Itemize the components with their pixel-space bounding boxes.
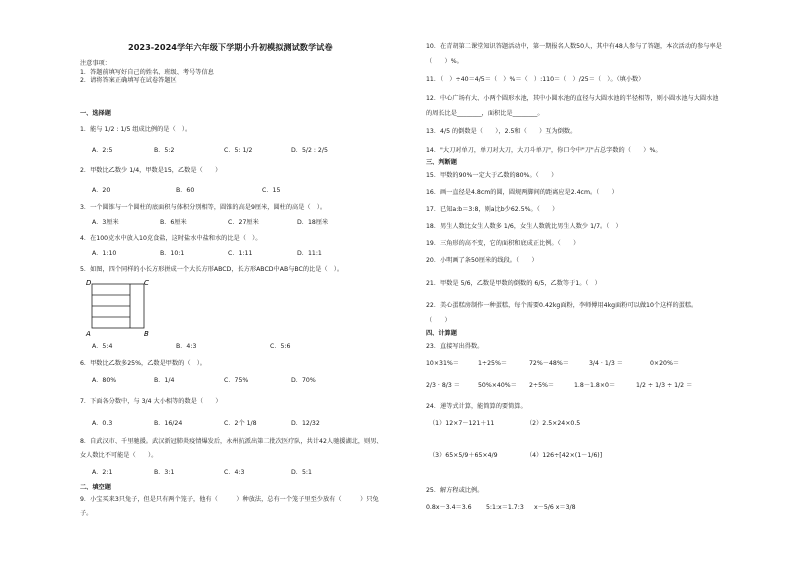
- option: C．27厘米: [228, 219, 259, 226]
- question-16: 16．画一直径是4.8cm的圆，圆规两脚间的距离应是2.4cm。（ ）: [426, 189, 618, 196]
- question-11: 11．（ ）÷40＝4/5＝（ ）%＝（ ）:110＝（ ）/25＝（ ）。（填小数）: [426, 76, 645, 83]
- calc-item: 1÷25%＝: [478, 360, 508, 367]
- option: C．75%: [224, 377, 249, 384]
- question-6: 6．甲数比乙数多25%，乙数是甲数的（ ）。: [80, 360, 206, 367]
- option: A．3厘米: [92, 219, 119, 226]
- question-9-line1: 9．小宝买来3只兔子，但是只有两个笼子，他有（ ）种放法，总有一个笼子里至少放有（ ）只兔: [80, 496, 379, 503]
- label-b: B: [144, 330, 149, 338]
- option: C．15: [262, 187, 281, 194]
- question-23: 23．直接写出得数。: [426, 343, 484, 350]
- calc-item: （1）12×7－121＋11: [429, 420, 495, 427]
- label-d: D: [86, 279, 92, 287]
- calc-item: 10×31%＝: [426, 360, 459, 367]
- calc-item: （4）126÷[42×(1－1/6)]: [526, 452, 603, 459]
- option: D．18厘米: [297, 219, 329, 226]
- option: D．70%: [291, 377, 316, 384]
- question-3: 3．一个圆锥与一个圆柱的底面积与体积分别相等，圆锥的高是9厘米，圆柱的高是（ ）。: [80, 204, 327, 211]
- option: B．16/24: [154, 420, 183, 427]
- option: B．5:2: [154, 147, 175, 154]
- question-25: 25．解方程或比例。: [426, 487, 484, 494]
- option: B．4:3: [176, 343, 197, 350]
- question-4: 4．在100克水中放入10克食盐，这时盐水中盐和水的比是（ ）。: [80, 235, 262, 242]
- question-13: 13．4/5 的倒数是（ ），2.5和（ ）互为倒数。: [426, 128, 577, 135]
- option: C．5: 1/2: [224, 147, 253, 154]
- option: D．12/32: [291, 420, 320, 427]
- option: A．2:1: [92, 469, 113, 476]
- question-7: 7．下面各分数中，与 3/4 大小相等的数是（ ）: [80, 398, 222, 405]
- calc-item: 3/4 · 1/3 ＝: [589, 360, 623, 367]
- option: C．4:3: [224, 469, 245, 476]
- label-a: A: [86, 330, 91, 338]
- section-choice-heading: 一、选择题: [80, 110, 111, 117]
- question-12-line2: 的周长比是________，面积比是________。: [426, 110, 544, 117]
- notes-heading: 注意事项：: [80, 60, 111, 67]
- rectangle-figure: [82, 277, 162, 341]
- calc-item: 72%－48%＝: [529, 360, 569, 367]
- equation: 5:1:x＝1.7:3: [486, 504, 524, 511]
- option: D．5/2 : 2/5: [291, 147, 328, 154]
- section-calc-heading: 四、计算题: [426, 330, 457, 337]
- question-1: 1．能与 1/2 : 1/5 组成比例的是（ ）。: [80, 126, 192, 133]
- option: A．20: [92, 187, 111, 194]
- option: B．60: [176, 187, 195, 194]
- question-22-line2: （ ）: [426, 317, 451, 324]
- section-fill-heading: 二、填空题: [80, 484, 111, 491]
- option: A．80%: [92, 377, 117, 384]
- option: C．5:6: [270, 343, 291, 350]
- calc-item: 50%×40%＝: [478, 382, 517, 389]
- option: D．5:1: [291, 469, 312, 476]
- option: A．2:5: [92, 147, 113, 154]
- question-22-line1: 22．美心蛋糕房制作一种蛋糕，每个需要0.42kg面粉，李师傅用4kg面粉可以做10个这样的蛋糕。: [426, 302, 698, 309]
- calc-item: （3）65×5/9＋65×4/9: [429, 452, 498, 459]
- question-15: 15．甲数的90%一定大于乙数的80%。（ ）: [426, 172, 558, 179]
- question-10-line2: （ ）%。: [426, 58, 463, 65]
- option: B．1/4: [154, 377, 175, 384]
- option: D．11:1: [297, 250, 322, 257]
- question-19: 19．三角形的高不变，它的面积和底成正比例。（ ）: [426, 240, 580, 247]
- note-item: 2．请将答案正确填写在试卷答题区: [80, 77, 177, 84]
- page-title: 2023-2024学年六年级下学期小升初模拟测试数学试卷: [128, 42, 333, 52]
- calc-item: 1.8－1.8×0＝: [574, 382, 616, 389]
- label-c: C: [144, 279, 149, 287]
- option: A．1:10: [92, 250, 117, 257]
- option: B．3:1: [154, 469, 175, 476]
- question-14: 14．"大刀对单刀，单刀对大刀，大刀斗单刀"，你口令中"刀"占总字数的（ ）%。: [426, 147, 662, 154]
- option: C．2个 1/8: [224, 420, 257, 427]
- question-18: 18．男生人数比女生人数多 1/6，女生人数就比男生人数少 1/7。（ ）: [426, 223, 622, 230]
- equation: x－5/6 x＝3/8: [534, 504, 576, 511]
- question-20: 20．小明画了条50厘米的线段。（ ）: [426, 257, 538, 264]
- question-24: 24．递等式计算，能简算的要简算。: [426, 403, 527, 410]
- calc-item: 2÷5%＝: [529, 382, 555, 389]
- option: A．5:4: [92, 343, 113, 350]
- calc-item: 1/2 ÷ 1/3 ÷ 1/2 ＝: [636, 382, 693, 389]
- question-10-line1: 10．在青胡第二课堂知识答题活动中，第一期报名人数50人，其中有48人参与了答题，本次活动的参与率是: [426, 43, 722, 50]
- question-8-line1: 8．自武汉市、千里驰援。武汉新冠肺炎疫情爆发后，永州抗派出第二批次医疗队，共计42人驰援湖北，则男、: [80, 438, 383, 445]
- note-item: 1．答题前填写好自己的姓名、班级、考号等信息: [80, 69, 214, 76]
- calc-item: （2）2.5×24×0.5: [526, 420, 581, 427]
- question-12-line1: 12．中心广场有大、小两个圆形水池，其中小圆水池的直径与大圆水池的半径相等，则小圆水池与大圆水池: [426, 95, 719, 102]
- option: A．0.3: [92, 420, 113, 427]
- section-judge-heading: 三、判断题: [426, 159, 457, 166]
- question-17: 17．已知a:b＝3:8，则a比b少62.5%。（ ）: [426, 206, 559, 213]
- equation: 0.8x－3.4＝3.6: [426, 504, 472, 511]
- calc-item: 2/3 · 8/3 ＝: [426, 382, 460, 389]
- calc-item: 0×20%＝: [650, 360, 680, 367]
- option: B．6厘米: [160, 219, 187, 226]
- question-9-line2: 子。: [80, 510, 93, 517]
- question-5: 5．如图，四个同样的小长方形拼成一个大长方形ABCD，长方形ABCD中AB与BC的比是（ ）。: [80, 266, 344, 273]
- option: B．10:1: [160, 250, 185, 257]
- question-8-line2: 女人数比不可能是（ ）。: [80, 452, 158, 459]
- question-21: 21．甲数是 5/6，乙数是甲数的倒数的 6/5，乙数等于1。（ ）: [426, 280, 601, 287]
- question-2: 2．甲数比乙数少 1/4，甲数是15，乙数是（ ）: [80, 167, 222, 174]
- option: C．1:11: [228, 250, 253, 257]
